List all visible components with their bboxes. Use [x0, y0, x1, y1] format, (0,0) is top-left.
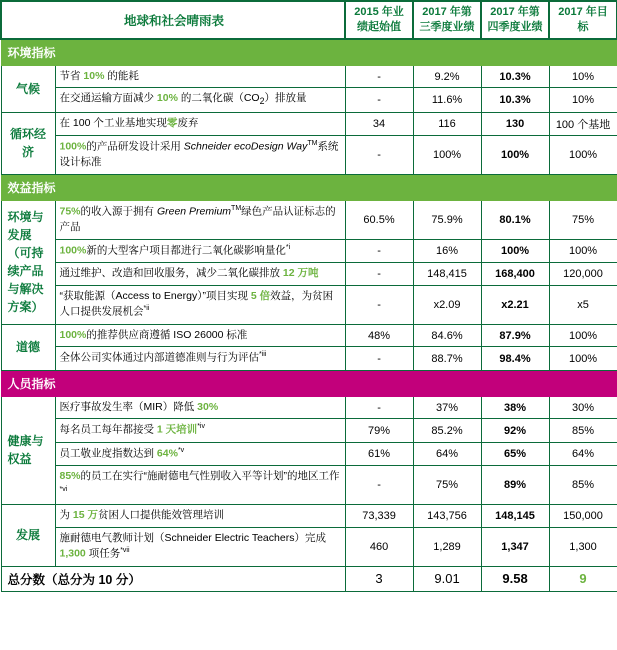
indicator-text: 100%的产品研发设计采用 Schneider ecoDesign Way™系统设计标准	[55, 135, 345, 174]
column-header-2015-baseline: 2015 年业绩起始值	[345, 1, 413, 39]
indicator-text: 全体公司实体通过内部道德准则与行为评估$^{*iii}$	[55, 347, 345, 370]
metric-value: 16%	[413, 239, 481, 262]
total-value: 9	[549, 566, 617, 591]
table-row	[1, 442, 617, 465]
indicator-text: 85%的员工在实行“施耐德电气性别收入平等计划”的地区工作$^{*vi}$	[55, 465, 345, 504]
metric-value: 75.9%	[413, 200, 481, 239]
table-row	[1, 419, 617, 442]
indicator-text: 100%新的大型客户项目都进行二氧化碳影响量化$^{*i}$	[55, 239, 345, 262]
metric-value: -	[345, 88, 413, 112]
category-label: 发展	[1, 504, 55, 566]
total-row	[1, 566, 617, 591]
metric-value: 116	[413, 112, 481, 135]
total-value: 3	[345, 566, 413, 591]
metric-value: -	[345, 347, 413, 370]
metric-value: 30%	[549, 396, 617, 419]
metric-value: 100%	[413, 135, 481, 174]
metric-value: 75%	[549, 200, 617, 239]
metric-value: 148,145	[481, 504, 549, 527]
metric-value: 75%	[413, 465, 481, 504]
table-row	[1, 347, 617, 370]
table-row	[1, 200, 617, 239]
table-row	[1, 239, 617, 262]
metric-value: 37%	[413, 396, 481, 419]
metric-value: 65%	[481, 442, 549, 465]
metric-value: x2.21	[481, 285, 549, 324]
table-row	[1, 65, 617, 88]
metric-value: 88.7%	[413, 347, 481, 370]
page-title: 地球和社会晴雨表	[1, 1, 345, 39]
indicator-text: 每名员工每年都接受 1 天培训$^{*iv}$	[55, 419, 345, 442]
indicator-text: 在 100 个工业基地实现零废弃	[55, 112, 345, 135]
metric-value: 10%	[549, 65, 617, 88]
metric-value: x2.09	[413, 285, 481, 324]
table-row	[1, 324, 617, 347]
metric-value: 9.2%	[413, 65, 481, 88]
metric-value: 87.9%	[481, 324, 549, 347]
table-header-row	[1, 1, 617, 39]
metric-value: 73,339	[345, 504, 413, 527]
metric-value: 64%	[549, 442, 617, 465]
section-header-row	[1, 370, 617, 396]
column-header-2017-target: 2017 年目标	[549, 1, 617, 39]
metric-value: -	[345, 239, 413, 262]
metric-value: -	[345, 262, 413, 285]
indicator-text: “获取能源（Access to Energy）”项目实现 5 倍效益，为贫困人口提供发展机会$^{*ii}$	[55, 285, 345, 324]
metric-value: 460	[345, 527, 413, 566]
metric-value: 100%	[481, 239, 549, 262]
metric-value: 10.3%	[481, 65, 549, 88]
section-title: 环境指标	[1, 39, 617, 66]
metric-value: 64%	[413, 442, 481, 465]
metric-value: -	[345, 65, 413, 88]
metric-value: 100%	[549, 239, 617, 262]
metric-value: 120,000	[549, 262, 617, 285]
total-value: 9.58	[481, 566, 549, 591]
metric-value: 100%	[549, 347, 617, 370]
indicator-text: 通过维护、改造和回收服务，减少二氧化碳排放 12 万吨	[55, 262, 345, 285]
total-label: 总分数（总分为 10 分）	[1, 566, 345, 591]
indicator-text: 在交通运输方面减少 10% 的二氧化碳$(CO_2)$排放量	[55, 88, 345, 112]
column-header-2017-q3: 2017 年第三季度业绩	[413, 1, 481, 39]
column-header-2017-q4: 2017 年第四季度业绩	[481, 1, 549, 39]
table-body	[1, 39, 617, 591]
section-title: 人员指标	[1, 370, 617, 396]
total-value: 9.01	[413, 566, 481, 591]
table-row	[1, 135, 617, 174]
category-label: 健康与权益	[1, 396, 55, 504]
table-row	[1, 527, 617, 566]
metric-value: 100%	[549, 135, 617, 174]
metric-value: x5	[549, 285, 617, 324]
metric-value: -	[345, 135, 413, 174]
metric-value: 148,415	[413, 262, 481, 285]
metric-value: 150,000	[549, 504, 617, 527]
metric-value: 1,300	[549, 527, 617, 566]
metric-value: 10%	[549, 88, 617, 112]
metric-value: -	[345, 396, 413, 419]
indicator-text: 施耐德电气教师计划（Schneider Electric Teachers）完成 1,300 项任务$^{*vii}$	[55, 527, 345, 566]
table-row	[1, 285, 617, 324]
metric-value: -	[345, 285, 413, 324]
metric-value: 48%	[345, 324, 413, 347]
indicator-text: 节省 10% 的能耗	[55, 65, 345, 88]
table-row	[1, 504, 617, 527]
metric-value: 143,756	[413, 504, 481, 527]
metric-value: 85%	[549, 419, 617, 442]
metric-value: 80.1%	[481, 200, 549, 239]
metric-value: 79%	[345, 419, 413, 442]
metric-value: 34	[345, 112, 413, 135]
indicator-text: 为 15 万贫困人口提供能效管理培训	[55, 504, 345, 527]
metric-value: 85%	[549, 465, 617, 504]
section-header-row	[1, 174, 617, 200]
indicator-text: 75%的收入源于拥有 Green Premium™绿色产品认证标志的产品	[55, 200, 345, 239]
metric-value: 11.6%	[413, 88, 481, 112]
indicator-text: 100%的推荐供应商遵循 ISO 26000 标准	[55, 324, 345, 347]
metric-value: 84.6%	[413, 324, 481, 347]
metric-value: 130	[481, 112, 549, 135]
metric-value: 85.2%	[413, 419, 481, 442]
metric-value: 98.4%	[481, 347, 549, 370]
category-label: 气候	[1, 65, 55, 112]
table-row	[1, 112, 617, 135]
section-header-row	[1, 39, 617, 66]
section-title: 效益指标	[1, 174, 617, 200]
metric-value: -	[345, 465, 413, 504]
metric-value: 61%	[345, 442, 413, 465]
metric-value: 92%	[481, 419, 549, 442]
metric-value: 100%	[481, 135, 549, 174]
table-row	[1, 88, 617, 112]
indicator-text: 员工敬业度指数达到 64%$^{*v}$	[55, 442, 345, 465]
metric-value: 1,347	[481, 527, 549, 566]
table-row	[1, 465, 617, 504]
metric-value: 100%	[549, 324, 617, 347]
metric-value: 10.3%	[481, 88, 549, 112]
category-label: 环境与发展（可持续产品与解决方案）	[1, 200, 55, 324]
metric-value: 168,400	[481, 262, 549, 285]
metric-value: 60.5%	[345, 200, 413, 239]
category-label: 道德	[1, 324, 55, 370]
table-row	[1, 396, 617, 419]
metric-value: 100 个基地	[549, 112, 617, 135]
category-label: 循环经济	[1, 112, 55, 174]
metric-value: 89%	[481, 465, 549, 504]
metric-value: 1,289	[413, 527, 481, 566]
metric-value: 38%	[481, 396, 549, 419]
table-row	[1, 262, 617, 285]
indicator-text: 医疗事故发生率（MIR）降低 30%	[55, 396, 345, 419]
